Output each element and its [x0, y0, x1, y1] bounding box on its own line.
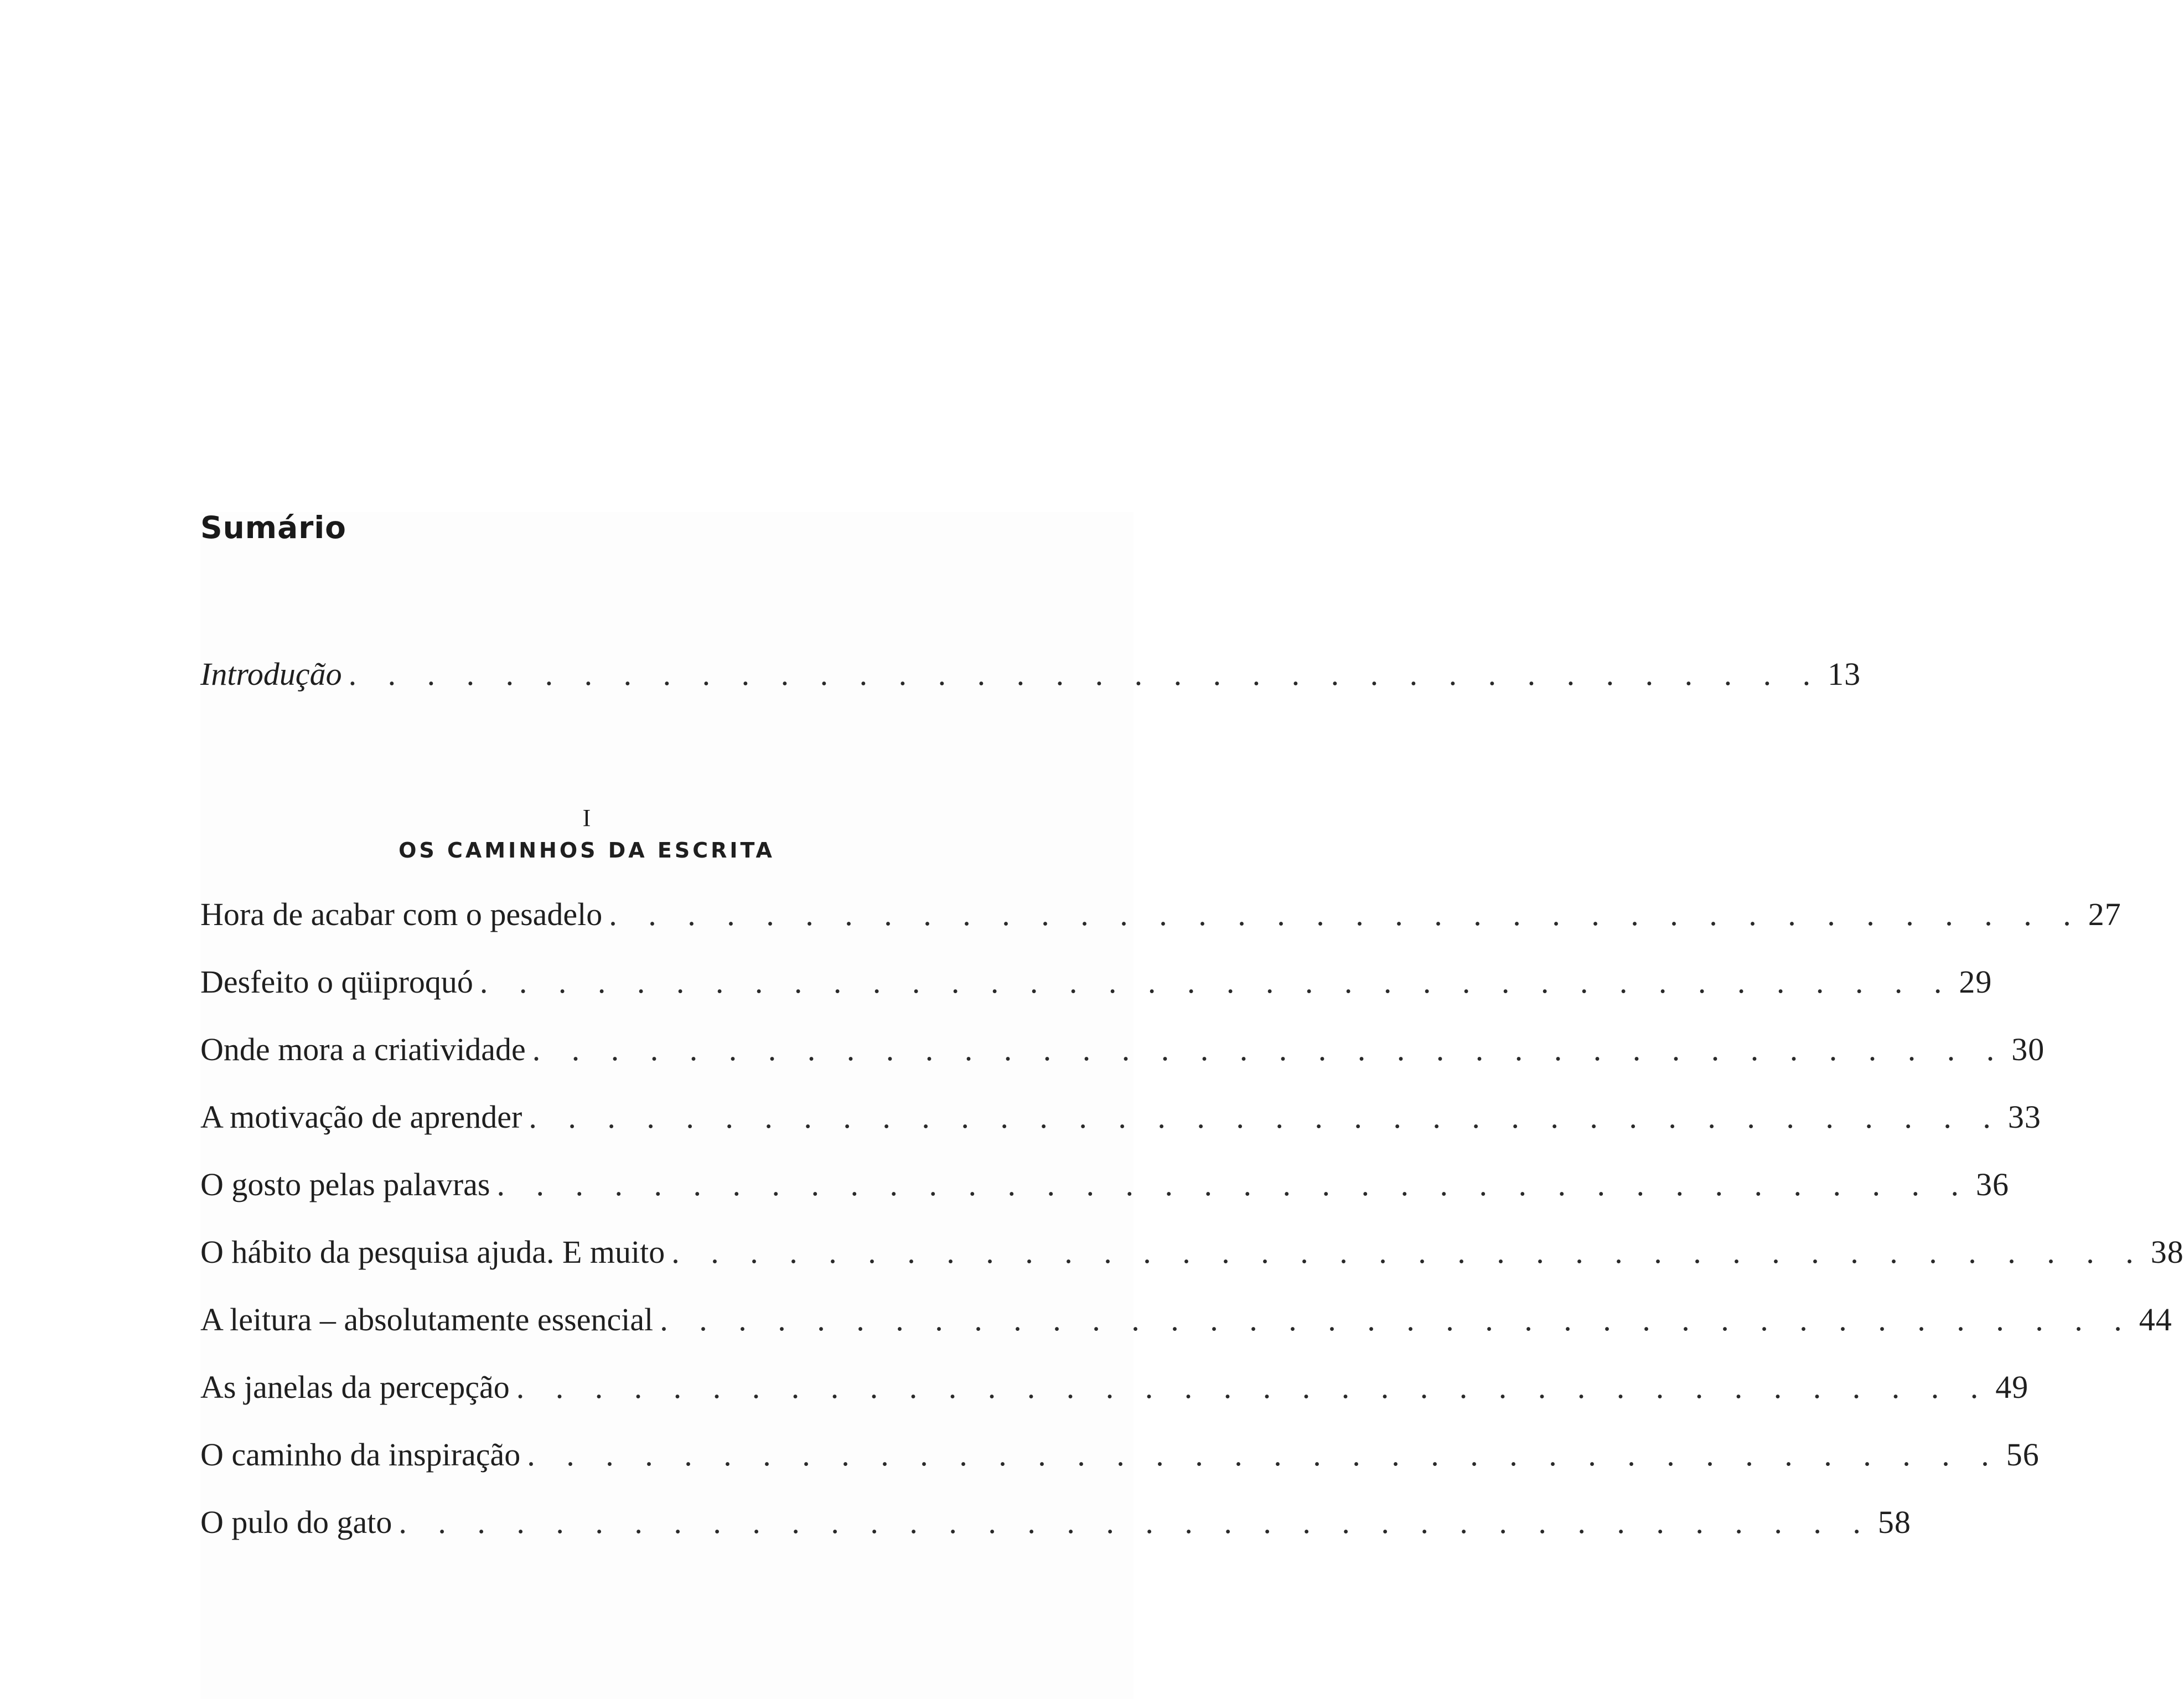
dot-leader: . . . . . . . . . . . . . . . . . . . . . . . . . . . . . . . . . . . . . . — [348, 656, 1823, 692]
toc-entry-label: O pulo do gato — [200, 1504, 392, 1540]
toc-entry — [200, 892, 2121, 937]
toc-page-number: 44 — [2139, 1302, 2172, 1337]
toc-page-number: 30 — [2011, 1031, 2045, 1067]
toc-page-number: 56 — [2006, 1437, 2040, 1473]
toc-entry — [200, 1163, 2009, 1207]
toc-entry — [200, 1500, 1911, 1545]
part-numeral: I — [582, 804, 591, 832]
toc-entry — [200, 1433, 2040, 1477]
toc-entry-label: A motivação de aprender — [200, 1099, 522, 1135]
toc-page-number: 13 — [1828, 656, 1861, 692]
toc-entry-label: Introdução — [200, 656, 342, 692]
toc-entry-label: O hábito da pesquisa ajuda. E muito — [200, 1234, 665, 1270]
toc-entry-label: A leitura – absolutamente essencial — [200, 1302, 654, 1337]
toc-entry-label: O gosto pelas palavras — [200, 1166, 490, 1202]
dot-leader: . . . . . . . . . . . . . . . . . . . . . . . . . . . . . . . . . . . . . . — [609, 896, 2083, 932]
dot-leader: . . . . . . . . . . . . . . . . . . . . . . . . . . . . . . . . . . . . . . — [671, 1234, 2145, 1270]
part-title: OS CAMINHOS DA ESCRITA — [398, 838, 775, 863]
dot-leader: . . . . . . . . . . . . . . . . . . . . . . . . . . . . . . . . . . . . . . — [527, 1437, 2001, 1473]
toc-page-number: 33 — [2007, 1099, 2041, 1135]
toc-page-number: 27 — [2088, 896, 2121, 932]
toc-entry-label: Desfeito o qüiproquó — [200, 964, 473, 1000]
toc-entry-label: O caminho da inspiração — [200, 1437, 521, 1473]
toc-page-number: 49 — [1995, 1369, 2029, 1405]
toc-entry-label: Onde mora a criatividade — [200, 1031, 526, 1067]
toc-page-number: 58 — [1877, 1504, 1911, 1540]
dot-leader: . . . . . . . . . . . . . . . . . . . . . . . . . . . . . . . . . . . . . . — [529, 1099, 2002, 1135]
toc-entry-label: As janelas da percepção — [200, 1369, 510, 1405]
toc-entry — [200, 1095, 2041, 1139]
dot-leader: . . . . . . . . . . . . . . . . . . . . . . . . . . . . . . . . . . . . . . — [660, 1302, 2134, 1337]
toc-entry — [200, 1298, 2172, 1342]
dot-leader: . . . . . . . . . . . . . . . . . . . . . . . . . . . . . . . . . . . . . . — [398, 1504, 1872, 1540]
toc-entry — [200, 960, 1992, 1004]
dot-leader: . . . . . . . . . . . . . . . . . . . . . . . . . . . . . . . . . . . . . . — [479, 964, 1954, 1000]
toc-entry-label: Hora de acabar com o pesadelo — [200, 896, 603, 932]
page-title: Sumário — [200, 510, 346, 545]
toc-entry — [200, 1027, 2045, 1072]
dot-leader: . . . . . . . . . . . . . . . . . . . . . . . . . . . . . . . . . . . . . . — [516, 1369, 1990, 1405]
toc-entry — [200, 1230, 2184, 1274]
dot-leader: . . . . . . . . . . . . . . . . . . . . . . . . . . . . . . . . . . . . . . — [532, 1031, 2006, 1067]
toc-entry-introduction — [200, 652, 1861, 696]
toc-page-number: 38 — [2150, 1234, 2184, 1270]
toc-page-number: 29 — [1959, 964, 1992, 1000]
toc-page-number: 36 — [1975, 1166, 2009, 1202]
dot-leader: . . . . . . . . . . . . . . . . . . . . . . . . . . . . . . . . . . . . . . — [496, 1166, 1970, 1202]
toc-entry — [200, 1365, 2029, 1409]
